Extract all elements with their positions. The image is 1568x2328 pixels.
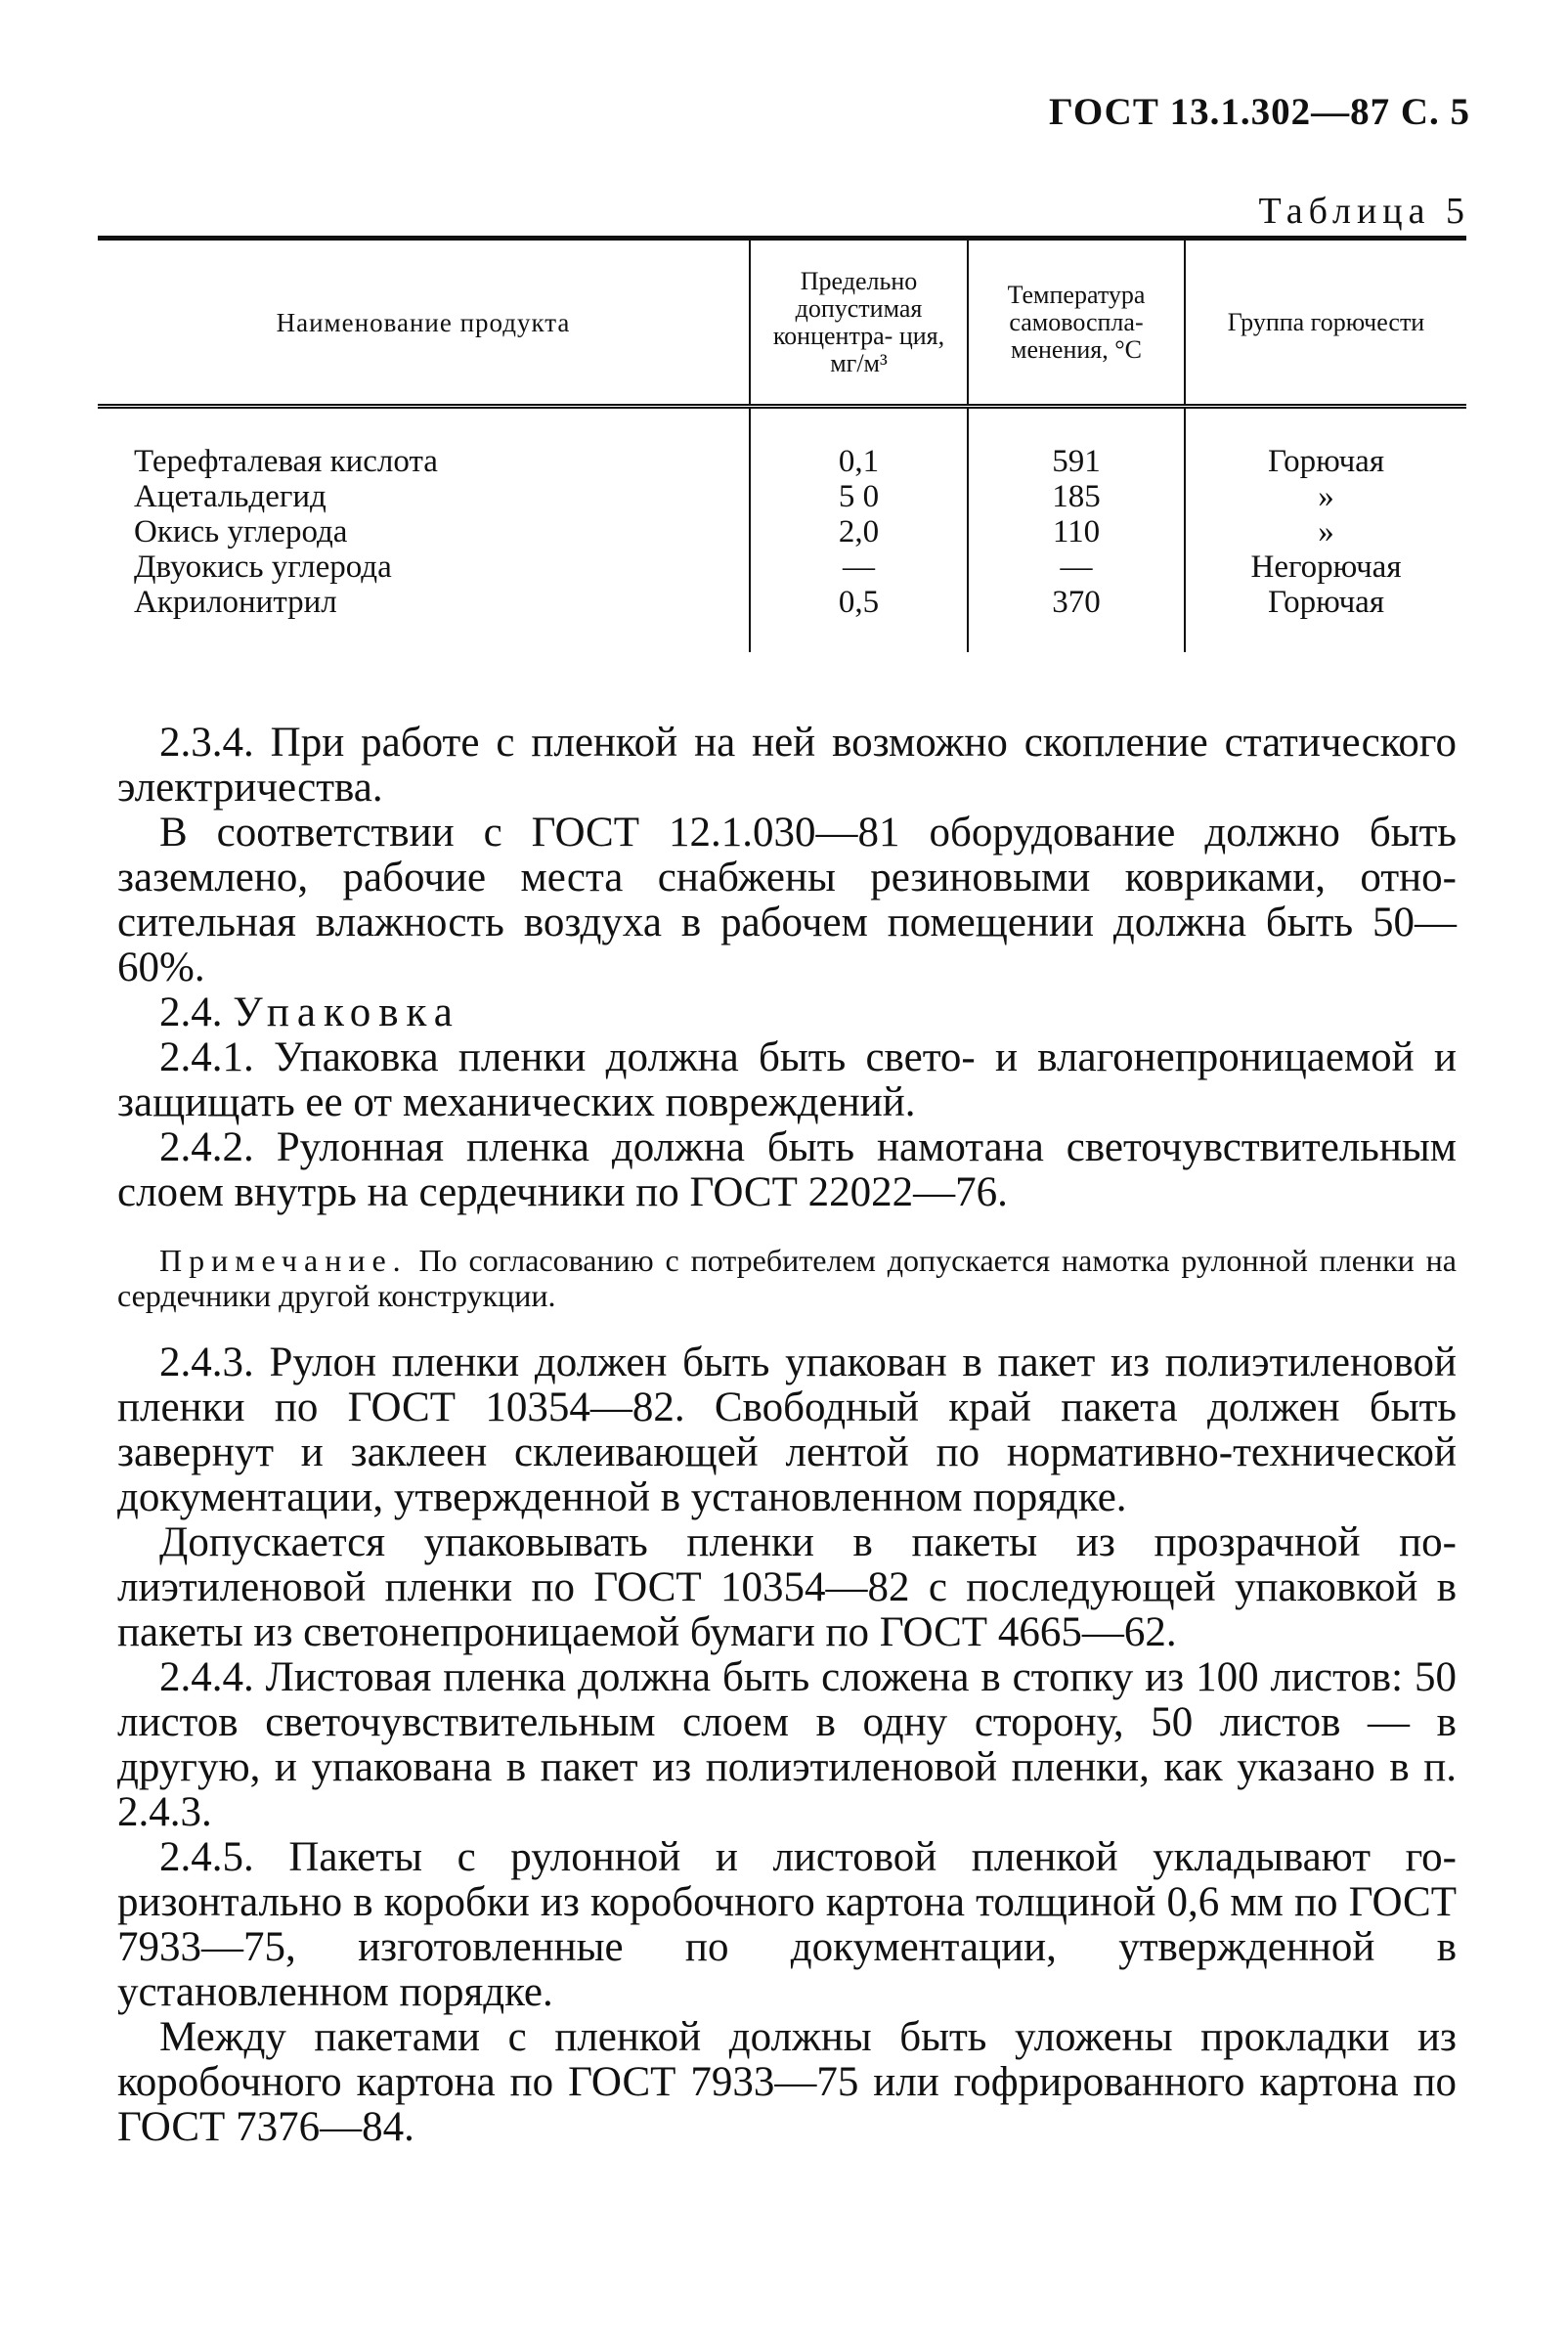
product-name-cell: Терефталевая кислота bbox=[134, 444, 438, 479]
section-title: Упаковка bbox=[233, 989, 460, 1035]
temperature-cell: 110 bbox=[1052, 514, 1101, 549]
body-text bbox=[117, 721, 1457, 2150]
product-name-column bbox=[98, 407, 750, 653]
concentration-column bbox=[750, 407, 968, 653]
temperature-cell: 370 bbox=[1052, 585, 1101, 620]
paragraph-2-3-4: 2.3.4. При работе с пленкой на ней возможно скопление статического электричества. bbox=[117, 720, 1457, 811]
column-header-flammability-group: Группа горючести bbox=[1185, 239, 1466, 407]
flammability-cell: Горючая bbox=[1268, 444, 1384, 479]
concentration-cell: 0,5 bbox=[838, 585, 880, 620]
flammability-column bbox=[1185, 407, 1466, 653]
flammability-cell: Негорючая bbox=[1250, 549, 1402, 585]
temperature-cell: 185 bbox=[1052, 479, 1101, 514]
page-header: ГОСТ 13.1.302—87 С. 5 bbox=[1049, 91, 1470, 133]
section-number: 2.4. bbox=[159, 989, 223, 1035]
paragraph-spacers: Между пакетами с пленкой должны быть уложены прокладки из коробочного картона по ГОСТ 7933—75 или гофрированного картона по ГОСТ 7376—84. bbox=[117, 2014, 1457, 2150]
temperature-cell: 591 bbox=[1052, 444, 1101, 479]
temperature-column bbox=[968, 407, 1185, 653]
products-table bbox=[98, 236, 1466, 652]
table-body bbox=[98, 407, 1466, 653]
product-name-cell: Акрилонитрил bbox=[134, 585, 337, 620]
column-header-product-name: Наименование продукта bbox=[98, 239, 750, 407]
flammability-cell: » bbox=[1318, 514, 1334, 549]
paragraph-2-4-3: 2.4.3. Рулон пленки должен быть упакован в пакет из полиэтиленовой пленки по ГОСТ 10354—82. Свободный край пакета должен быть завернут и заклеен склеивающей лентой по нормативно-технической документации, утвержденной в установленном порядке. bbox=[117, 1340, 1457, 1520]
paragraph-grounding: В соответствии с ГОСТ 12.1.030—81 оборудование должно быть заземлено, рабочие места снабжены резиновыми ковриками, относительная влажность воздуха в рабочем помещении должна быть 50—60%. bbox=[117, 810, 1457, 990]
paragraph-2-4-2: 2.4.2. Рулонная пленка должна быть намотана светочувствительным слоем внутрь на сердечники по ГОСТ 22022—76. bbox=[117, 1124, 1457, 1215]
concentration-cell: 5 0 bbox=[838, 479, 880, 514]
product-name-cell: Ацетальдегид bbox=[134, 479, 327, 514]
temperature-cell: — bbox=[1060, 549, 1093, 585]
product-name-cell: Двуокись углерода bbox=[134, 549, 392, 585]
column-header-ignition-temperature: Температура самовоспла- менения, °С bbox=[968, 239, 1185, 407]
flammability-cell: Горючая bbox=[1268, 585, 1384, 620]
paragraph-transparent-bags: Допускается упаковывать пленки в пакеты из прозрачной полиэтиленовой пленки по ГОСТ 10354—82 с последующей упаковкой в пакеты из светонепроницаемой бумаги по ГОСТ 4665—62. bbox=[117, 1519, 1457, 1655]
paragraph-2-4-5: 2.4.5. Пакеты с рулонной и листовой пленкой укладывают горизонтально в коробки из коробочного картона толщиной 0,6 мм по ГОСТ 7933—75, изготовленные по документации, утвержденной в установленном порядке. bbox=[117, 1834, 1457, 2015]
section-heading-packaging bbox=[117, 990, 1457, 1035]
column-header-max-concentration: Предельно допустимая концентра- ция, мг/м³ bbox=[750, 239, 968, 407]
note bbox=[117, 1243, 1457, 1313]
concentration-cell: — bbox=[843, 549, 875, 585]
paragraph-2-4-4: 2.4.4. Листовая пленка должна быть сложена в стопку из 100 листов: 50 листов светочувствительным слоем в одну сторону, 50 листов — в другую, и упакована в пакет из полиэтиленовой пленки, как указано в п. 2.4.3. bbox=[117, 1654, 1457, 1835]
paragraph-2-4-1: 2.4.1. Упаковка пленки должна быть свето- и влагонепроницаемой и защищать ее от механических повреждений. bbox=[117, 1034, 1457, 1125]
flammability-cell: » bbox=[1318, 479, 1334, 514]
concentration-cell: 2,0 bbox=[838, 514, 880, 549]
note-label: Примечание. bbox=[159, 1243, 408, 1278]
product-name-cell: Окись углерода bbox=[134, 514, 348, 549]
table-caption: Таблица 5 bbox=[1258, 191, 1470, 232]
note-text: По согласованию с потребителем допускается намотка рулонной пленки на сердечники другой конструкции. bbox=[117, 1243, 1458, 1313]
table-header-row bbox=[98, 239, 1466, 407]
concentration-cell: 0,1 bbox=[838, 444, 880, 479]
